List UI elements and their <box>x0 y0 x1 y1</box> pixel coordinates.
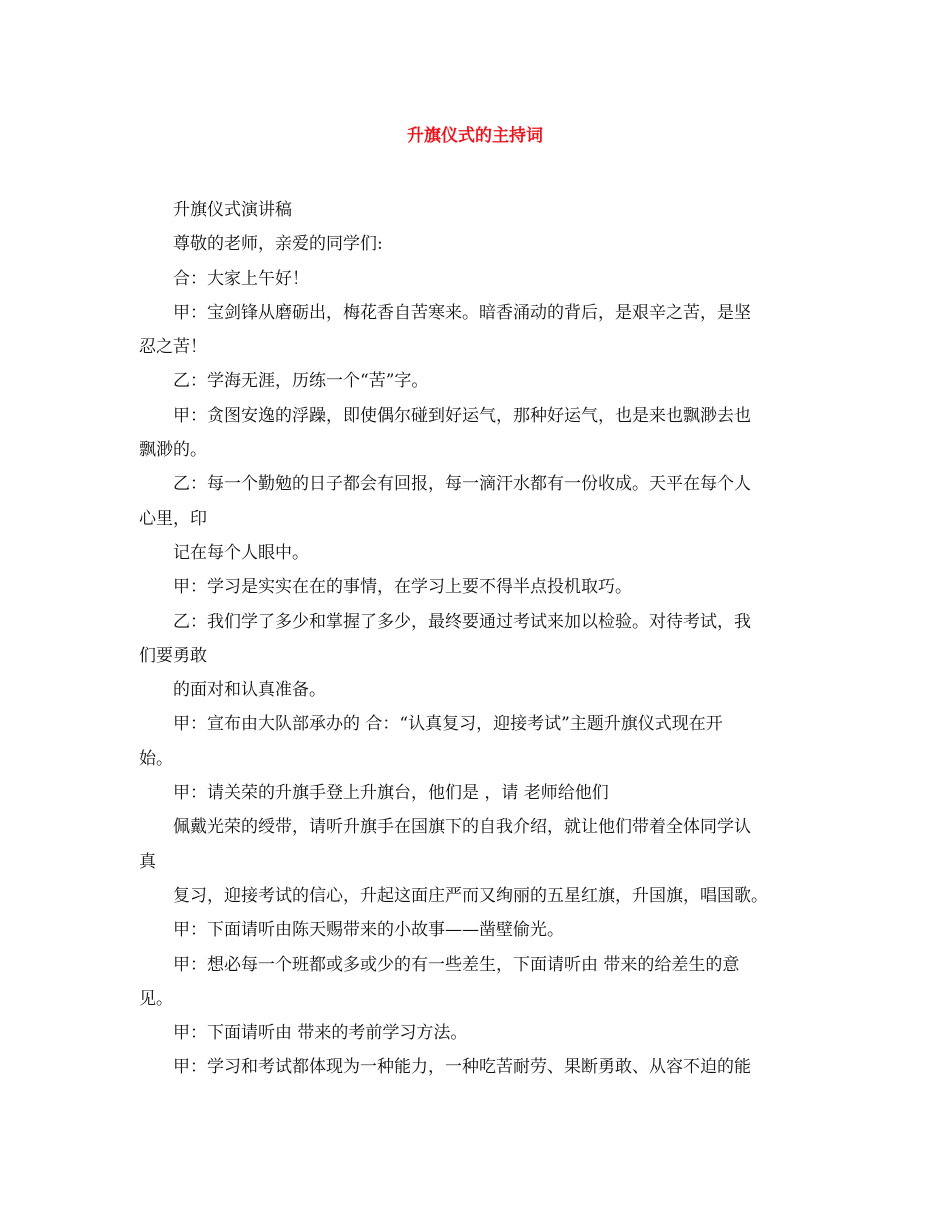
paragraph-line: 甲：下面请听由 带来的考前学习方法。 <box>173 1023 468 1044</box>
paragraph-line: 甲：下面请听由陈天赐带来的小故事——凿壁偷光。 <box>173 920 564 941</box>
paragraph-line: 始。 <box>139 748 173 769</box>
paragraph-line: 的面对和认真准备。 <box>173 680 326 701</box>
paragraph-line: 甲：学习是实实在在的事情，在学习上要不得半点投机取巧。 <box>173 577 632 598</box>
paragraph-line: 甲：学习和考试都体现为一种能力，一种吃苦耐劳、果断勇敢、从容不迫的能 <box>173 1057 751 1078</box>
paragraph-line: 升旗仪式演讲稿 <box>173 200 292 220</box>
paragraph-line: 尊敬的老师，亲爱的同学们: <box>173 234 383 255</box>
document-body <box>139 193 819 1085</box>
paragraph-line: 真 <box>139 851 156 872</box>
paragraph-line: 见。 <box>139 988 173 1009</box>
paragraph-line: 甲：贪图安逸的浮躁，即使偶尔碰到好运气，那种好运气，也是来也飘渺去也 <box>173 405 751 426</box>
paragraph-line: 乙：我们学了多少和掌握了多少，最终要通过考试来加以检验。对待考试，我 <box>173 611 751 632</box>
paragraph-line: 甲：请关荣的升旗手登上升旗台，他们是 ，请 老师给他们 <box>173 783 609 804</box>
paragraph-line: 复习，迎接考试的信心，升起这面庄严而又绚丽的五星红旗，升国旗，唱国歌。 <box>173 885 768 906</box>
document-title: 升旗仪式的主持词 <box>407 126 543 146</box>
paragraph-line: 甲：宝剑锋从磨砺出，梅花香自苦寒来。暗香涌动的背后，是艰辛之苦，是坚 <box>173 302 751 323</box>
paragraph-line: 甲：宣布由大队部承办的 合：“认真复习，迎接考试”主题升旗仪式现在开 <box>173 714 723 735</box>
paragraph-line: 合：大家上午好！ <box>173 268 309 289</box>
paragraph-line: 甲：想必每一个班都或多或少的有一些差生，下面请听由 带来的给差生的意 <box>173 954 740 975</box>
paragraph-line: 乙：学海无涯，历练一个“苦”字。 <box>173 371 429 392</box>
paragraph-line: 佩戴光荣的绶带，请听升旗手在国旗下的自我介绍，就让他们带着全体同学认 <box>173 817 751 838</box>
paragraph-line: 记在每个人眼中。 <box>173 542 309 563</box>
paragraph-line: 心里，印 <box>139 508 207 529</box>
paragraph-line: 飘渺的。 <box>139 440 207 461</box>
paragraph-line: 忍之苦！ <box>139 337 207 358</box>
paragraph-line: 乙：每一个勤勉的日子都会有回报，每一滴汗水都有一份收成。天平在每个人 <box>173 474 751 495</box>
paragraph-line: 们要勇敢 <box>139 645 207 666</box>
